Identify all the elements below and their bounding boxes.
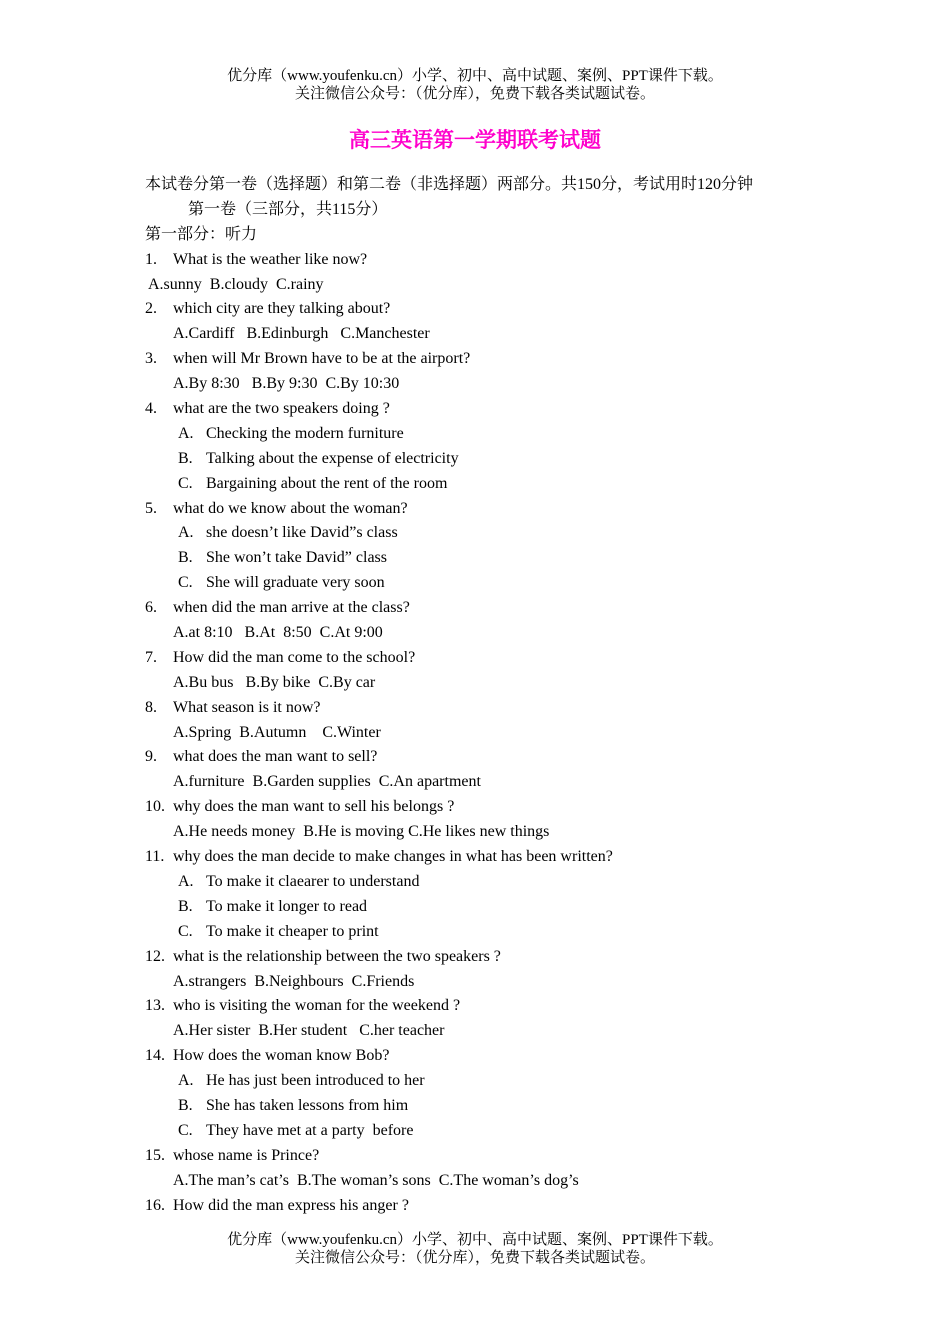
- option-letter: C.: [178, 474, 193, 492]
- option-letter: B.: [178, 549, 193, 567]
- question-number: 14.: [145, 1047, 165, 1065]
- question-number: 8.: [145, 698, 157, 716]
- exam-title: 高三英语第一学期联考试题: [349, 128, 601, 152]
- question-item: [145, 845, 845, 870]
- option-letter: B.: [178, 449, 193, 467]
- question-item: [145, 248, 845, 273]
- answer-options: A.He needs money B.He is moving C.He likes new things: [173, 823, 550, 841]
- answer-option: [145, 422, 845, 447]
- page-header: [0, 67, 950, 103]
- option-text: Bargaining about the rent of the room: [206, 474, 448, 492]
- question-number: 15.: [145, 1146, 165, 1164]
- question-text: when did the man arrive at the class?: [173, 599, 410, 617]
- answer-options: A.Her sister B.Her student C.her teacher: [173, 1022, 445, 1040]
- option-text: Talking about the expense of electricity: [206, 449, 459, 467]
- answer-options: A.Spring B.Autumn C.Winter: [173, 723, 381, 741]
- question-text: What is the weather like now?: [173, 250, 368, 268]
- question-text: How did the man express his anger ?: [173, 1196, 409, 1214]
- option-text: She won’t take David” class: [206, 549, 387, 567]
- option-text: To make it claearer to understand: [206, 872, 420, 890]
- page-footer: [0, 1231, 950, 1267]
- question-item: [145, 297, 845, 322]
- question-text: what are the two speakers doing ?: [173, 400, 390, 418]
- answer-options: A.Bu bus B.By bike C.By car: [173, 673, 376, 691]
- question-item: [145, 745, 845, 770]
- question-number: 5.: [145, 499, 157, 517]
- header-line-1: 优分库（www.youfenku.cn）小学、初中、高中试题、案例、PPT课件下载。: [227, 68, 723, 84]
- question-number: 1.: [145, 250, 157, 268]
- question-text: what is the relationship between the two speakers ?: [173, 947, 501, 965]
- answer-option: [145, 1119, 845, 1144]
- answer-option: [145, 1094, 845, 1119]
- option-text: He has just been introduced to her: [206, 1072, 425, 1090]
- answer-options: A.By 8:30 B.By 9:30 C.By 10:30: [173, 375, 400, 393]
- header-line-2: 关注微信公众号：（优分库），免费下载各类试题试卷。: [294, 86, 655, 102]
- question-text: what does the man want to sell?: [173, 748, 378, 766]
- option-letter: A.: [178, 1072, 194, 1090]
- option-text: She has taken lessons from him: [206, 1096, 409, 1114]
- question-item: [145, 1194, 845, 1219]
- option-text: Checking the modern furniture: [206, 424, 404, 442]
- question-text: when will Mr Brown have to be at the airport?: [173, 350, 471, 368]
- answer-option: [145, 521, 845, 546]
- question-number: 3.: [145, 350, 157, 368]
- question-item: [145, 945, 845, 970]
- question-number: 6.: [145, 599, 157, 617]
- option-letter: A.: [178, 524, 194, 542]
- question-number: 9.: [145, 748, 157, 766]
- option-text: She will graduate very soon: [206, 574, 385, 592]
- answer-options: A.strangers B.Neighbours C.Friends: [173, 972, 415, 990]
- question-text: whose name is Prince?: [173, 1146, 320, 1164]
- answer-option: [145, 1069, 845, 1094]
- question-number: 7.: [145, 648, 157, 666]
- option-letter: A.: [178, 872, 194, 890]
- question-item: [145, 497, 845, 522]
- answer-options: A.at 8:10 B.At 8:50 C.At 9:00: [173, 624, 383, 642]
- answer-option: [145, 546, 845, 571]
- question-number: 4.: [145, 400, 157, 418]
- volume-heading: 第一卷（三部分，共115分）: [188, 200, 388, 218]
- answer-options: A.The man’s cat’s B.The woman’s sons C.The woman’s dog’s: [173, 1171, 579, 1189]
- question-number: 16.: [145, 1196, 165, 1214]
- question-text: How did the man come to the school?: [173, 648, 416, 666]
- section-heading: 第一部分：听力: [145, 225, 258, 243]
- question-text: why does the man want to sell his belongs ?: [173, 798, 455, 816]
- footer-line-1: 优分库（www.youfenku.cn）小学、初中、高中试题、案例、PPT课件下载。: [227, 1232, 723, 1248]
- option-text: To make it cheaper to print: [206, 922, 379, 940]
- answer-options: A.Cardiff B.Edinburgh C.Manchester: [173, 325, 430, 343]
- answer-options: A.sunny B.cloudy C.rainy: [148, 275, 324, 293]
- question-item: [145, 1144, 845, 1169]
- question-item: [145, 397, 845, 422]
- answer-option: [145, 870, 845, 895]
- question-item: [145, 1044, 845, 1069]
- question-list: [145, 248, 845, 1219]
- question-number: 12.: [145, 947, 165, 965]
- footer-line-2: 关注微信公众号：（优分库），免费下载各类试题试卷。: [294, 1250, 655, 1266]
- question-item: [145, 646, 845, 671]
- exam-content: [145, 173, 845, 1218]
- answer-options: A.furniture B.Garden supplies C.An apartment: [173, 773, 481, 791]
- question-item: [145, 994, 845, 1019]
- question-item: [145, 347, 845, 372]
- option-letter: C.: [178, 922, 193, 940]
- question-number: 2.: [145, 300, 157, 318]
- question-text: which city are they talking about?: [173, 300, 391, 318]
- question-text: who is visiting the woman for the weekend ?: [173, 997, 461, 1015]
- question-text: What season is it now?: [173, 698, 321, 716]
- option-letter: A.: [178, 424, 194, 442]
- intro-line: 本试卷分第一卷（选择题）和第二卷（非选择题）两部分。共150分，考试用时120分钟: [145, 176, 754, 193]
- answer-option: [145, 447, 845, 472]
- question-item: [145, 696, 845, 721]
- answer-option: [145, 472, 845, 497]
- question-item: [145, 795, 845, 820]
- question-number: 11.: [145, 848, 165, 866]
- answer-option: [145, 895, 845, 920]
- option-text: They have met at a party before: [206, 1121, 414, 1139]
- option-letter: B.: [178, 1096, 193, 1114]
- option-text: To make it longer to read: [206, 897, 368, 915]
- option-letter: B.: [178, 897, 193, 915]
- question-item: [145, 596, 845, 621]
- question-text: what do we know about the woman?: [173, 499, 408, 517]
- option-letter: C.: [178, 574, 193, 592]
- question-text: why does the man decide to make changes in what has been written?: [173, 848, 613, 866]
- answer-option: [145, 920, 845, 945]
- option-text: she doesn’t like David”s class: [206, 524, 398, 542]
- answer-option: [145, 571, 845, 596]
- option-letter: C.: [178, 1121, 193, 1139]
- question-number: 13.: [145, 997, 165, 1015]
- question-text: How does the woman know Bob?: [173, 1047, 390, 1065]
- question-number: 10.: [145, 798, 165, 816]
